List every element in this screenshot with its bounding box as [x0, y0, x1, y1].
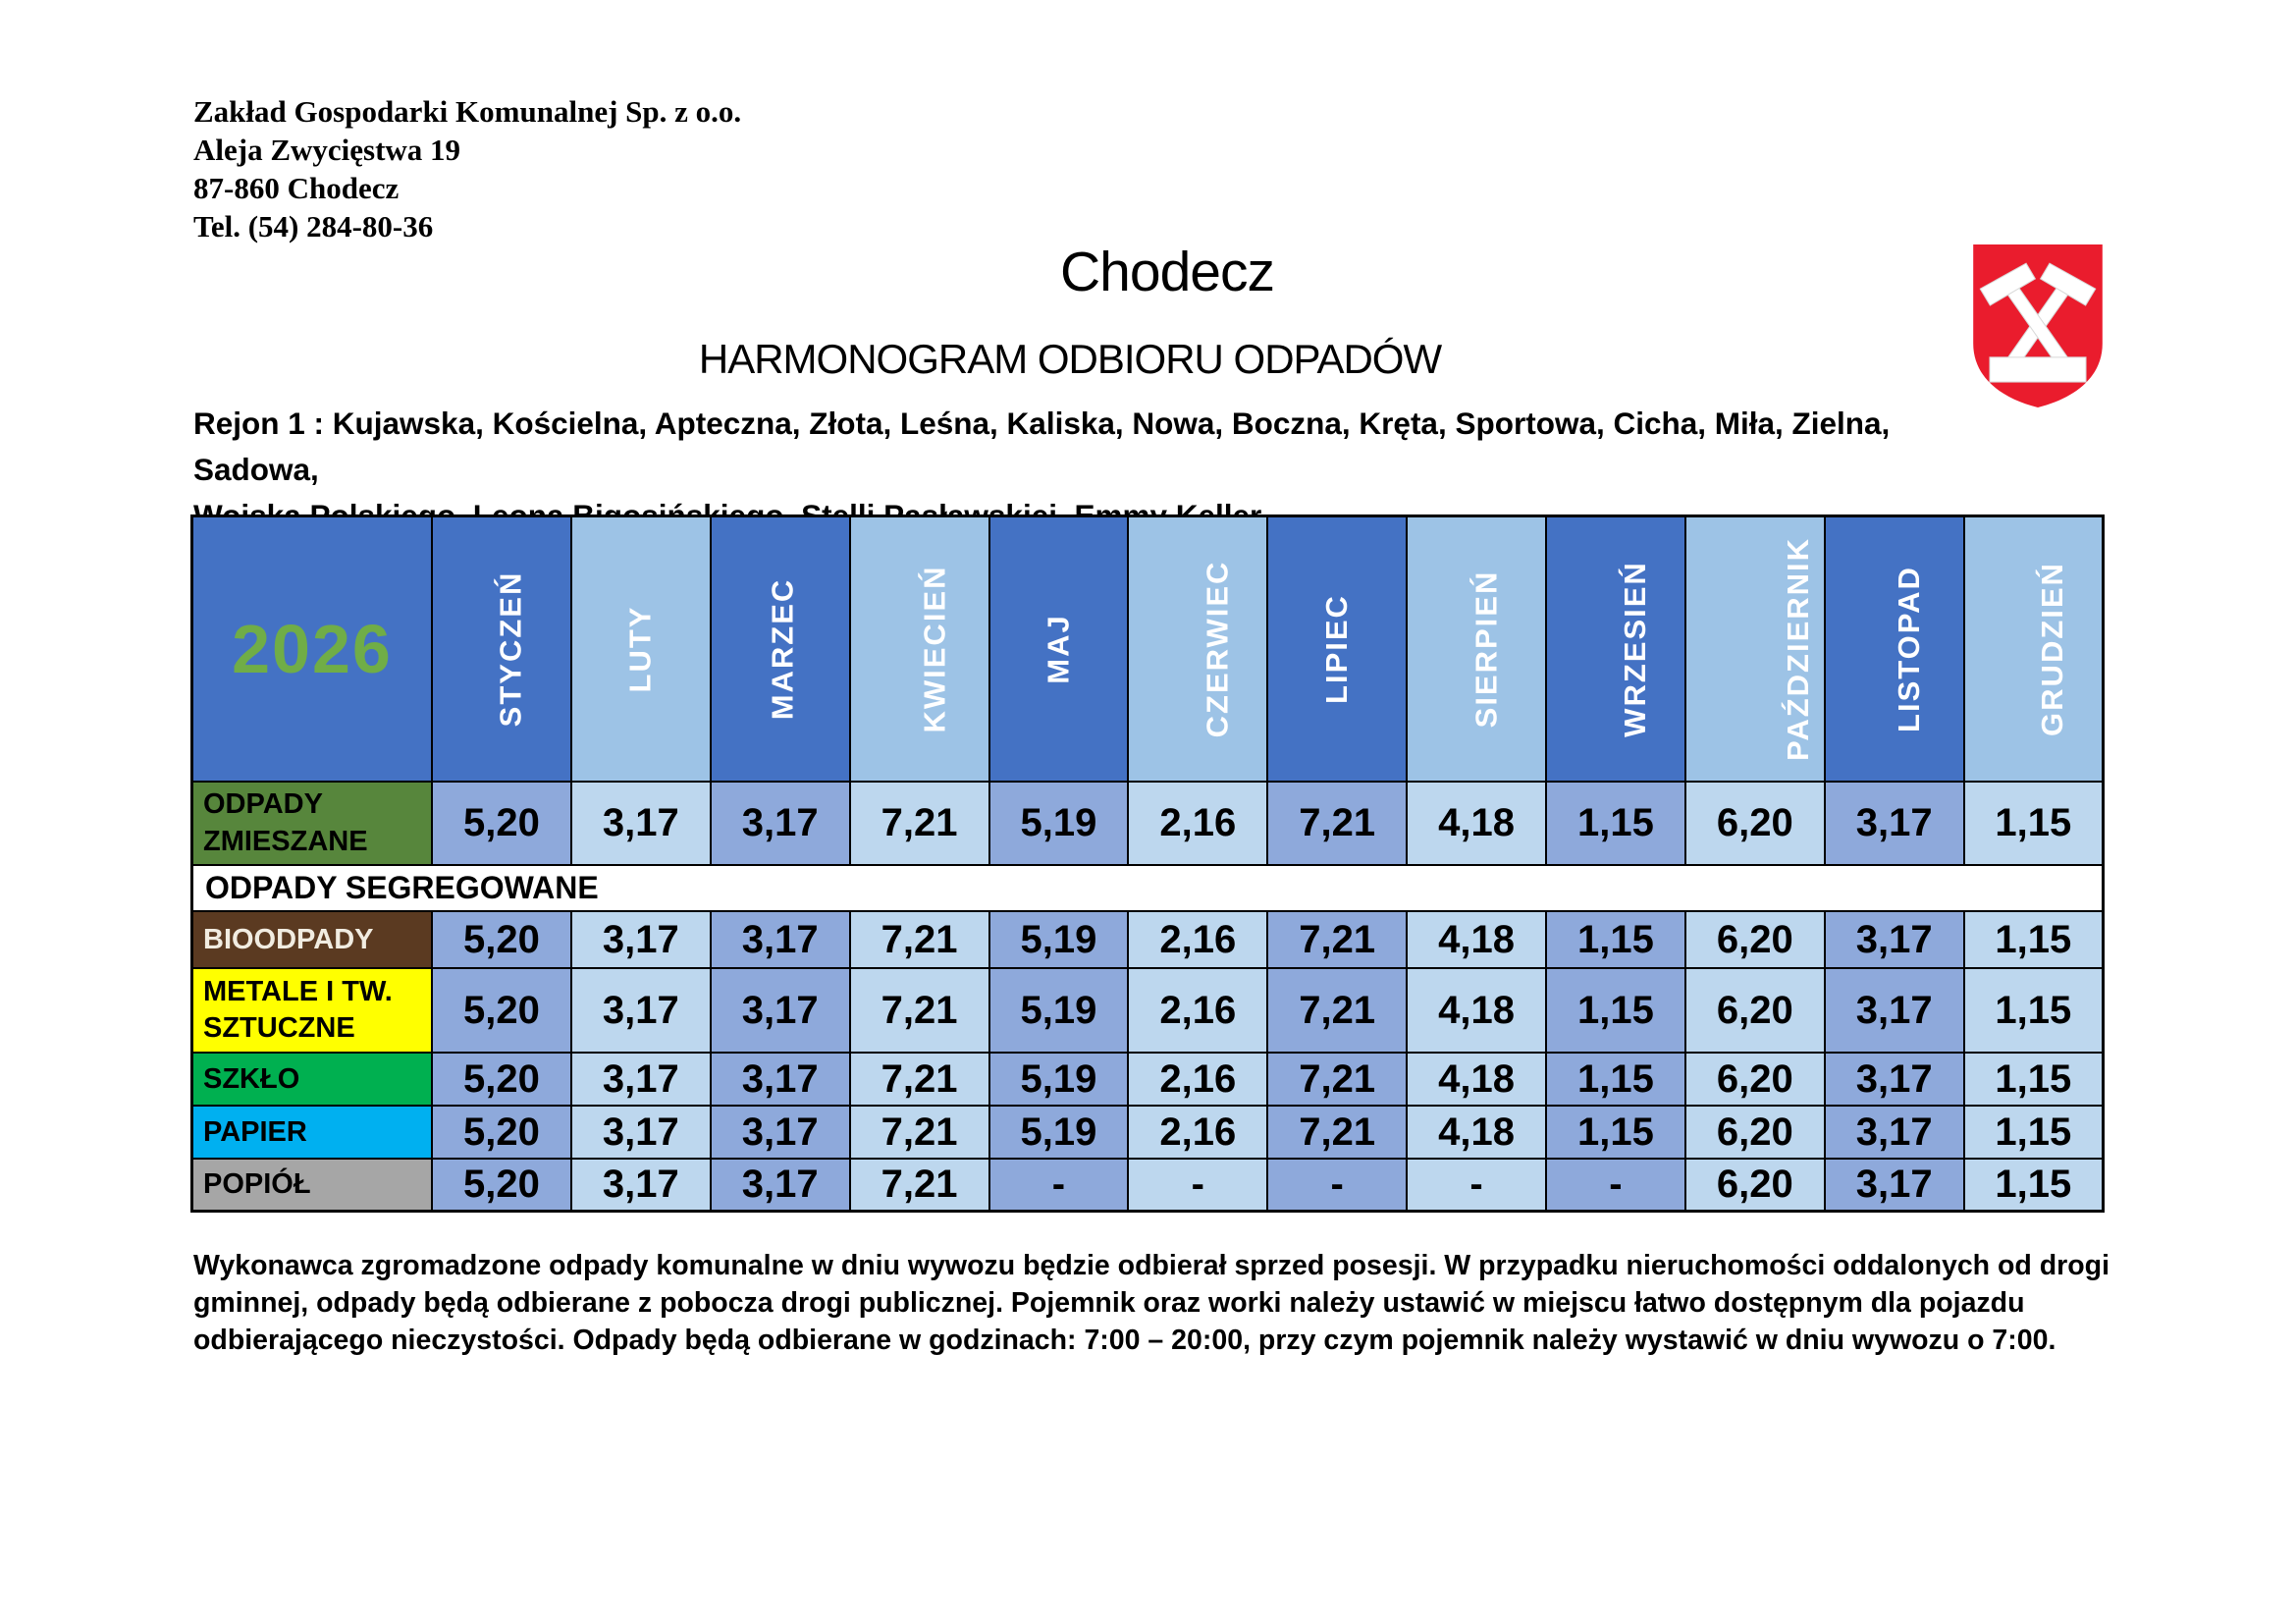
schedule-value-cell: 2,16 — [1128, 1106, 1267, 1159]
schedule-value-cell: - — [1267, 1159, 1407, 1211]
schedule-value-cell: 7,21 — [1267, 782, 1407, 865]
month-label: SIERPIEŃ — [1468, 569, 1504, 729]
schedule-value-cell: 4,18 — [1407, 1053, 1546, 1106]
month-label: LIPIEC — [1319, 594, 1355, 704]
schedule-value-cell: 3,17 — [711, 1159, 850, 1211]
month-header-3 — [711, 516, 850, 783]
row-label: PAPIER — [192, 1106, 433, 1159]
month-label: KWIECIEŃ — [917, 565, 952, 733]
schedule-value-cell: 5,19 — [989, 1053, 1129, 1106]
month-label: STYCZEŃ — [493, 570, 528, 728]
schedule-value-cell: 7,21 — [850, 911, 989, 968]
schedule-value-cell: 2,16 — [1128, 782, 1267, 865]
month-header-5 — [989, 516, 1129, 783]
page-subtitle: HARMONOGRAM ODBIORU ODPADÓW — [698, 336, 1442, 382]
month-label: GRUDZIEŃ — [2034, 562, 2069, 736]
schedule-value-cell: - — [989, 1159, 1129, 1211]
month-header-7 — [1267, 516, 1407, 783]
schedule-value-cell: 3,17 — [711, 782, 850, 865]
section-header-row — [192, 865, 2104, 911]
footer-note: Wykonawca zgromadzone odpady komunalne w dniu wywozu będzie odbierał sprzed posesji. W przypadku nieruchomości oddalonych od drogi gminnej, odpady będą odbierane z pobocza drogi publicznej. Pojemnik oraz worki należy ustawić w miejscu łatwo dostępnym dla pojazdu odbierającego nieczystości. Odpady będą odbierane w godzinach: 7:00 – 20:00, przy czym pojemnik należy wystawić w dniu wywozu o 7:00. — [193, 1250, 2109, 1356]
schedule-value-cell: 4,18 — [1407, 1106, 1546, 1159]
schedule-value-cell: 1,15 — [1964, 1159, 2104, 1211]
month-header-row — [192, 516, 2104, 783]
schedule-value-cell: 7,21 — [850, 1106, 989, 1159]
schedule-value-cell: 5,20 — [432, 968, 571, 1053]
month-header-8 — [1407, 516, 1546, 783]
schedule-value-cell: 3,17 — [1825, 1106, 1964, 1159]
schedule-value-cell: 1,15 — [1546, 911, 1685, 968]
schedule-value-cell: 5,19 — [989, 1106, 1129, 1159]
waste-schedule-table — [190, 514, 2105, 1213]
org-address-block — [193, 92, 741, 245]
schedule-value-cell: 5,19 — [989, 782, 1129, 865]
schedule-value-cell: 3,17 — [711, 911, 850, 968]
month-header-9 — [1546, 516, 1685, 783]
schedule-value-cell: 7,21 — [850, 782, 989, 865]
row-label: METALE I TW. SZTUCZNE — [192, 968, 433, 1053]
row-metale-i-tw-sztuczne — [192, 968, 2104, 1053]
schedule-value-cell: 1,15 — [1546, 782, 1685, 865]
row-label: ODPADY ZMIESZANE — [192, 782, 433, 865]
schedule-value-cell: 2,16 — [1128, 968, 1267, 1053]
schedule-value-cell: 6,20 — [1685, 782, 1825, 865]
schedule-value-cell: - — [1407, 1159, 1546, 1211]
schedule-value-cell: 7,21 — [850, 1159, 989, 1211]
schedule-value-cell: 6,20 — [1685, 968, 1825, 1053]
month-label: MAJ — [1041, 614, 1076, 684]
month-label: WRZESIEŃ — [1617, 561, 1652, 737]
schedule-value-cell: 3,17 — [571, 782, 711, 865]
org-phone: Tel. (54) 284-80-36 — [193, 209, 434, 244]
org-name: Zakład Gospodarki Komunalnej Sp. z o.o. — [193, 94, 742, 129]
row-odpady-zmieszane — [192, 782, 2104, 865]
month-label: LUTY — [622, 605, 658, 693]
schedule-value-cell: 6,20 — [1685, 1159, 1825, 1211]
row-label: POPIÓŁ — [192, 1159, 433, 1211]
schedule-value-cell: 7,21 — [1267, 1053, 1407, 1106]
row-papier — [192, 1106, 2104, 1159]
schedule-value-cell: 3,17 — [1825, 968, 1964, 1053]
org-city: 87-860 Chodecz — [193, 171, 400, 205]
schedule-value-cell: 6,20 — [1685, 1106, 1825, 1159]
schedule-value-cell: 3,17 — [1825, 1159, 1964, 1211]
schedule-value-cell: 3,17 — [711, 1106, 850, 1159]
schedule-value-cell: 1,15 — [1964, 782, 2104, 865]
row-label: SZKŁO — [192, 1053, 433, 1106]
schedule-value-cell: 5,20 — [432, 1106, 571, 1159]
month-label: LISTOPAD — [1891, 566, 1926, 732]
schedule-value-cell: 4,18 — [1407, 782, 1546, 865]
schedule-value-cell: 3,17 — [711, 968, 850, 1053]
schedule-value-cell: 2,16 — [1128, 1053, 1267, 1106]
row-popiol — [192, 1159, 2104, 1211]
region-line-1: Rejon 1 : Kujawska, Kościelna, Apteczna, Złota, Leśna, Kaliska, Nowa, Boczna, Kręta, Sportowa, Cicha, Miła, Zielna, Sadowa, — [193, 406, 1891, 487]
schedule-value-cell: 4,18 — [1407, 911, 1546, 968]
year-label: 2026 — [232, 611, 393, 687]
month-header-12 — [1964, 516, 2104, 783]
schedule-value-cell: 3,17 — [571, 968, 711, 1053]
row-bioodpady — [192, 911, 2104, 968]
chodecz-coat-of-arms-icon — [1969, 242, 2107, 410]
schedule-value-cell: 1,15 — [1964, 911, 2104, 968]
schedule-value-cell: 5,20 — [432, 1159, 571, 1211]
schedule-value-cell: 7,21 — [850, 1053, 989, 1106]
schedule-value-cell: - — [1128, 1159, 1267, 1211]
schedule-value-cell: 2,16 — [1128, 911, 1267, 968]
month-header-6 — [1128, 516, 1267, 783]
schedule-value-cell: 3,17 — [1825, 782, 1964, 865]
shield-bar — [1990, 357, 2086, 382]
page-title: Chodecz — [1060, 241, 1274, 303]
schedule-value-cell: 7,21 — [1267, 911, 1407, 968]
schedule-value-cell: 1,15 — [1964, 1053, 2104, 1106]
month-header-1 — [432, 516, 571, 783]
schedule-value-cell: 1,15 — [1546, 968, 1685, 1053]
schedule-value-cell: 3,17 — [711, 1053, 850, 1106]
month-header-4 — [850, 516, 989, 783]
row-label: BIOODPADY — [192, 911, 433, 968]
schedule-value-cell: - — [1546, 1159, 1685, 1211]
month-label: CZERWIEC — [1200, 560, 1235, 738]
schedule-value-cell: 3,17 — [1825, 911, 1964, 968]
schedule-value-cell: 5,19 — [989, 968, 1129, 1053]
schedule-value-cell: 7,21 — [1267, 968, 1407, 1053]
schedule-value-cell: 1,15 — [1546, 1106, 1685, 1159]
schedule-value-cell: 3,17 — [571, 1106, 711, 1159]
schedule-value-cell: 5,20 — [432, 782, 571, 865]
schedule-value-cell: 1,15 — [1964, 968, 2104, 1053]
schedule-value-cell: 5,19 — [989, 911, 1129, 968]
month-header-11 — [1825, 516, 1964, 783]
schedule-value-cell: 4,18 — [1407, 968, 1546, 1053]
schedule-value-cell: 5,20 — [432, 911, 571, 968]
schedule-value-cell: 7,21 — [850, 968, 989, 1053]
month-label: MARZEC — [765, 577, 800, 721]
schedule-value-cell: 1,15 — [1964, 1106, 2104, 1159]
schedule-value-cell: 3,17 — [1825, 1053, 1964, 1106]
schedule-value-cell: 7,21 — [1267, 1106, 1407, 1159]
schedule-value-cell: 1,15 — [1546, 1053, 1685, 1106]
schedule-value-cell: 3,17 — [571, 1159, 711, 1211]
year-cell — [192, 516, 433, 783]
schedule-value-cell: 6,20 — [1685, 911, 1825, 968]
row-szklo — [192, 1053, 2104, 1106]
month-header-2 — [571, 516, 711, 783]
schedule-value-cell: 6,20 — [1685, 1053, 1825, 1106]
section-header-cell: ODPADY SEGREGOWANE — [192, 865, 2104, 911]
schedule-value-cell: 3,17 — [571, 1053, 711, 1106]
month-header-10 — [1685, 516, 1825, 783]
schedule-value-cell: 5,20 — [432, 1053, 571, 1106]
org-street: Aleja Zwycięstwa 19 — [193, 133, 461, 167]
schedule-value-cell: 3,17 — [571, 911, 711, 968]
month-label: PAŹDZIERNIK — [1780, 536, 1815, 762]
